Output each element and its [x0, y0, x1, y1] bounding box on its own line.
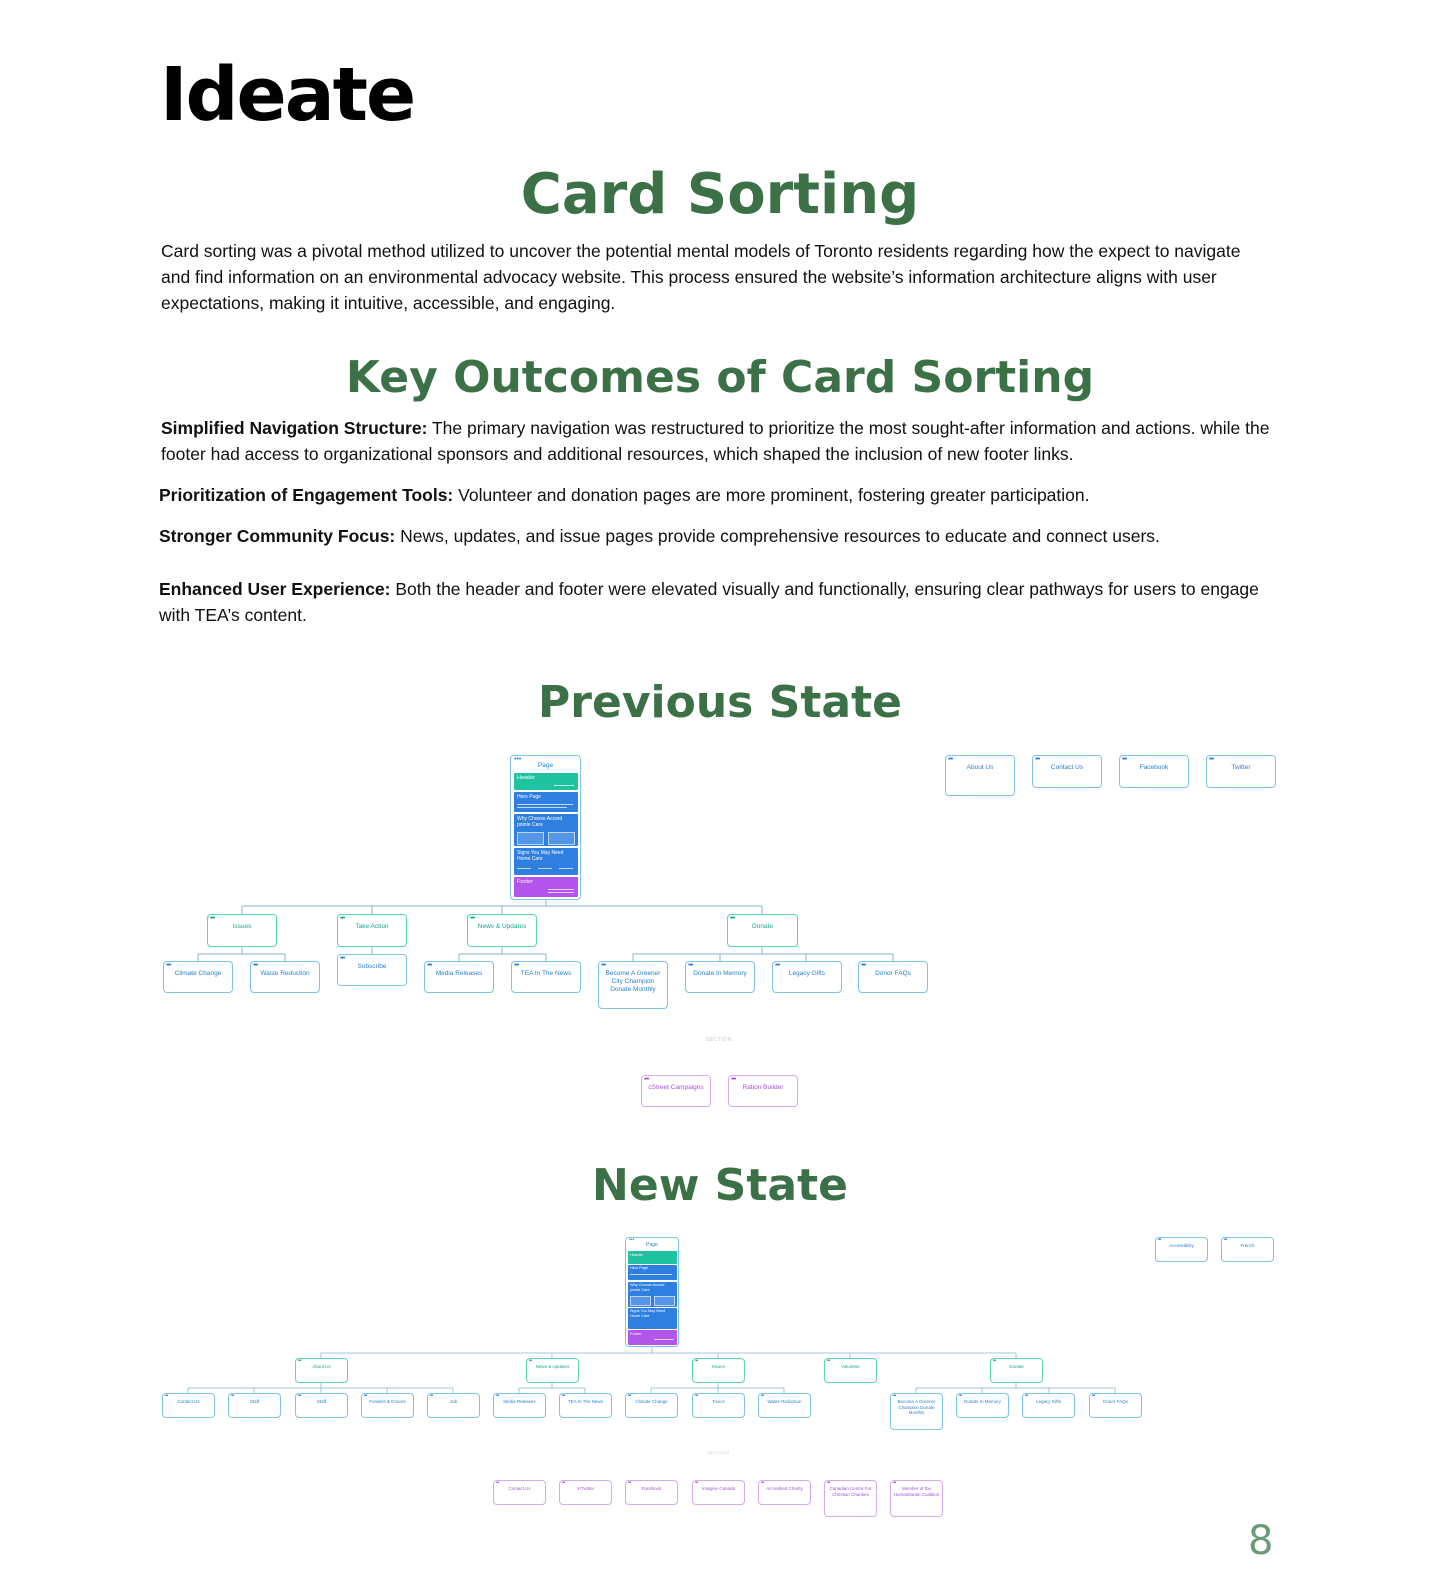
footer-block: Footer	[628, 1330, 677, 1345]
node-contact-us: ••• Contact Us	[162, 1393, 215, 1418]
node-accessibility: ••• Accessibility	[1155, 1237, 1208, 1262]
node-footer-christian-charities: ••• Canadian Centre For Christian Charities	[824, 1480, 877, 1517]
node-funders-donors: ••• Funders & Donors	[361, 1393, 414, 1418]
node-legacy-gifts: ••• Legacy Gifts	[772, 961, 842, 993]
node-subscribe: ••• Subscribe	[337, 954, 407, 986]
card-sorting-body: Card sorting was a pivotal method utilized to uncover the potential mental models of Toronto residents regarding how the expect to navigate and find information on an environmental advocacy website. This process ensured the website’s information architecture aligns with user expectations, making it intuitive, accessible, and engaging.	[161, 241, 1241, 313]
hero-block: Hero Page	[628, 1265, 677, 1280]
hero-block: Hero Page	[514, 792, 578, 812]
node-news-updates: ••• News & Updates	[526, 1358, 579, 1383]
outcome-label: Simplified Navigation Structure:	[161, 418, 428, 438]
page-card-title: Page	[646, 1242, 658, 1248]
node-news-updates: ••• News & Updates	[467, 914, 537, 947]
dots-icon: •••	[629, 1237, 635, 1243]
node-footer-contact-us: ••• Contact Us	[493, 1480, 546, 1505]
node-media-releases: ••• Media Releases	[424, 961, 494, 993]
page-card-title: Page	[537, 762, 554, 769]
outcome-label: Prioritization of Engagement Tools:	[159, 485, 454, 505]
header-block: Header	[514, 773, 578, 790]
key-outcomes-title: Key Outcomes of Card Sorting	[345, 352, 1095, 403]
node-greener-city-champion: ••• Become A Greener City Champion Donate Monthly	[598, 961, 668, 1009]
outcome-label: Enhanced User Experience:	[159, 579, 391, 599]
node-donor-faqs: ••• Donor FAQs	[858, 961, 928, 993]
new-state-title: New State	[592, 1160, 848, 1211]
node-donate: ••• Donate	[727, 914, 798, 947]
header-block: Header	[628, 1251, 677, 1264]
node-donate: ••• Donate	[990, 1358, 1043, 1383]
why-choose-block: Why Choose Accord pointe Care	[628, 1282, 677, 1307]
node-volunteer: ••• Volunteer	[824, 1358, 877, 1383]
node-waste-reduction: ••• Waste Reduction	[250, 961, 320, 993]
node-donate-in-memory: ••• Donate In Memory	[956, 1393, 1009, 1418]
node-media-releases: ••• Media Releases	[493, 1393, 546, 1418]
node-legacy-gifts: ••• Legacy Gifts	[1022, 1393, 1075, 1418]
section-label: SECTION	[708, 1450, 730, 1455]
node-footer-humanitarian-coalition: ••• Member of the Humanitarian Coalition	[890, 1480, 943, 1517]
section-label: SECTION	[706, 1037, 732, 1043]
page-title: Ideate	[160, 52, 415, 138]
node-issues: ••• Issues	[692, 1358, 745, 1383]
node-waste-reduction: ••• Waste Reduction	[758, 1393, 811, 1418]
node-ration-builder: ••• Ration Builder	[728, 1075, 798, 1107]
node-staff: ••• Staff	[295, 1393, 348, 1418]
dots-icon: •••	[514, 756, 522, 763]
node-twitter: ••• Twitter	[1206, 755, 1276, 788]
node-footer-accredited-charity: ••• Accredited Charity	[758, 1480, 811, 1505]
node-issues: ••• Issues	[207, 914, 277, 947]
outcome-text: News, updates, and issue pages provide comprehensive resources to educate and connect users.	[395, 526, 1160, 546]
new-page-card	[625, 1237, 679, 1347]
node-french: ••• French	[1221, 1237, 1274, 1262]
outcome-label: Stronger Community Focus:	[159, 526, 396, 546]
signs-block: Signs You May Need Home Care	[628, 1308, 677, 1329]
page-number: 8	[1248, 1518, 1274, 1564]
node-donate-in-memory: ••• Donate In Memory	[685, 961, 755, 993]
node-take-action: ••• Take Action	[337, 914, 407, 947]
node-footer-facebook: ••• Facebook	[625, 1480, 678, 1505]
node-tea-in-the-news: ••• TEA In The News	[559, 1393, 612, 1418]
node-climate-change: ••• Climate Change	[625, 1393, 678, 1418]
node-footer-x-twitter: ••• X/Twitter	[559, 1480, 612, 1505]
why-choose-block: Why Choose Accord pointe Care	[514, 814, 578, 846]
node-about-us: ••• About Us	[945, 755, 1015, 796]
outcome-text: The primary navigation was restructured to prioritize the most sought-after information and actions. while the footer had access to organizational sponsors and additional resources, which shaped the inclusion of new footer links.	[161, 418, 1270, 464]
node-about-us: ••• About Us	[295, 1358, 348, 1383]
previous-state-title: Previous State	[538, 677, 902, 728]
node-contact-us: ••• Contact Us	[1032, 755, 1102, 788]
node-facebook: ••• Facebook	[1119, 755, 1189, 788]
outcome-text: Volunteer and donation pages are more prominent, fostering greater participation.	[453, 485, 1090, 505]
footer-block: Footer	[514, 877, 578, 897]
node-donor-faqs: ••• Donor FAQs	[1089, 1393, 1142, 1418]
node-cstreet-campaigns: ••• cStreet Campaigns	[641, 1075, 711, 1107]
node-staff: ••• Staff	[228, 1393, 281, 1418]
node-footer-imagine-canada: ••• Imagine Canada	[692, 1480, 745, 1505]
node-climate-change: ••• Climate Change	[163, 961, 233, 993]
node-tea-in-the-news: ••• TEA In The News	[511, 961, 581, 993]
node-job: ••• Job	[427, 1393, 480, 1418]
card-sorting-title: Card Sorting	[520, 162, 920, 227]
node-greener-champion: ••• Become A Greener Champion Donate Monthly	[890, 1393, 943, 1430]
node-toxics: ••• Toxics	[692, 1393, 745, 1418]
outcome-text: Both the header and footer were elevated visually and functionally, ensuring clear pathways for users to engage with TEA’s content.	[159, 579, 1259, 625]
signs-block: Signs You May Need Home Care	[514, 848, 578, 875]
